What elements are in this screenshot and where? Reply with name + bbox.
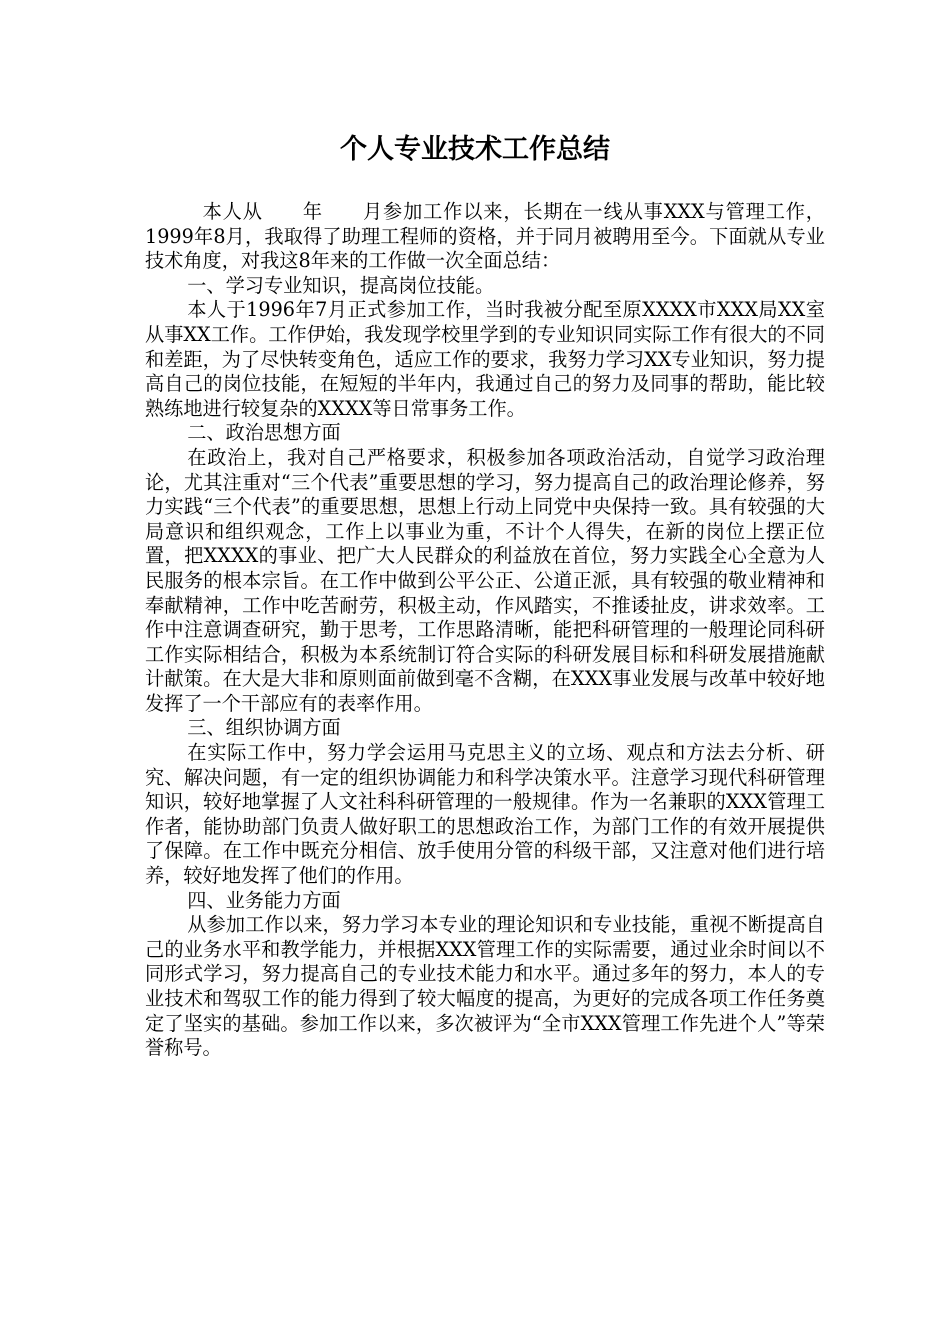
paragraph-learning: 本人于1996年7月正式参加工作，当时我被分配至原XXXX市XXX局XX室从事XX工作。工作伊始，我发现学校里学到的专业知识同实际工作有很大的不同和差距，为了尽快转变角色，适应工作的要求，我努力学习XX专业知识，努力提高自己的岗位技能，在短短的半年内，我通过自己的努力及同事的帮助，能比较熟练地进行较复杂的XXXX等日常事务工作。: [145, 298, 825, 420]
section-heading-business: 四、业务能力方面: [187, 888, 341, 912]
document-body: [145, 200, 825, 1061]
paragraph-business: 从参加工作以来，努力学习本专业的理论知识和专业技能，重视不断提高自己的业务水平和教学能力，并根据XXX管理工作的实际需要，通过业余时间以不同形式学习，努力提高自己的专业技术能力和水平。通过多年的努力，本人的专业技术和驾驭工作的能力得到了较大幅度的提高，为更好的完成各项工作任务奠定了坚实的基础。参加工作以来，多次被评为“全市XXX管理工作先进个人”等荣誉称号。: [145, 913, 825, 1060]
intro-paragraph: 本人从 年 月参加工作以来，长期在一线从事XXX与管理工作，1999年8月，我取得了助理工程师的资格，并于同月被聘用至今。下面就从专业技术角度，对我这8年来的工作做一次全面总结：: [145, 200, 825, 273]
section-heading-learning: 一、学习专业知识，提高岗位技能。: [187, 273, 495, 297]
page-title: 个人专业技术工作总结: [340, 134, 610, 165]
paragraph-political: 在政治上，我对自己严格要求，积极参加各项政治活动，自觉学习政治理论，尤其注重对“三个代表”重要思想的学习，努力提高自己的政治理论修养，努力实践“三个代表”的重要思想，思想上行动上同党中央保持一致。具有较强的大局意识和组织观念，工作上以事业为重，不计个人得失，在新的岗位上摆正位置，把XXXX的事业、把广大人民群众的利益放在首位，努力实践全心全意为人民服务的根本宗旨。在工作中做到公平公正、公道正派，具有较强的敬业精神和奉献精神，工作中吃苦耐劳，积极主动，作风踏实，不推诿扯皮，讲求效率。工作中注意调查研究，勤于思考，工作思路清晰，能把科研管理的一般理论同科研工作实际相结合，积极为本系统制订符合实际的科研发展目标和科研发展措施献计献策。在大是大非和原则面前做到毫不含糊，在XXX事业发展与改革中较好地发挥了一个干部应有的表率作用。: [145, 445, 825, 715]
paragraph-organization: 在实际工作中，努力学会运用马克思主义的立场、观点和方法去分析、研究、解决问题，有一定的组织协调能力和科学决策水平。注意学习现代科研管理知识，较好地掌握了人文社科科研管理的一般规律。作为一名兼职的XXX管理工作者，能协助部门负责人做好职工的思想政治工作，为部门工作的有效开展提供了保障。在工作中既充分相信、放手使用分管的科级干部，又注意对他们进行培养，较好地发挥了他们的作用。: [145, 741, 825, 888]
section-heading-political: 二、政治思想方面: [187, 421, 341, 445]
section-heading-organization: 三、组织协调方面: [187, 716, 341, 740]
